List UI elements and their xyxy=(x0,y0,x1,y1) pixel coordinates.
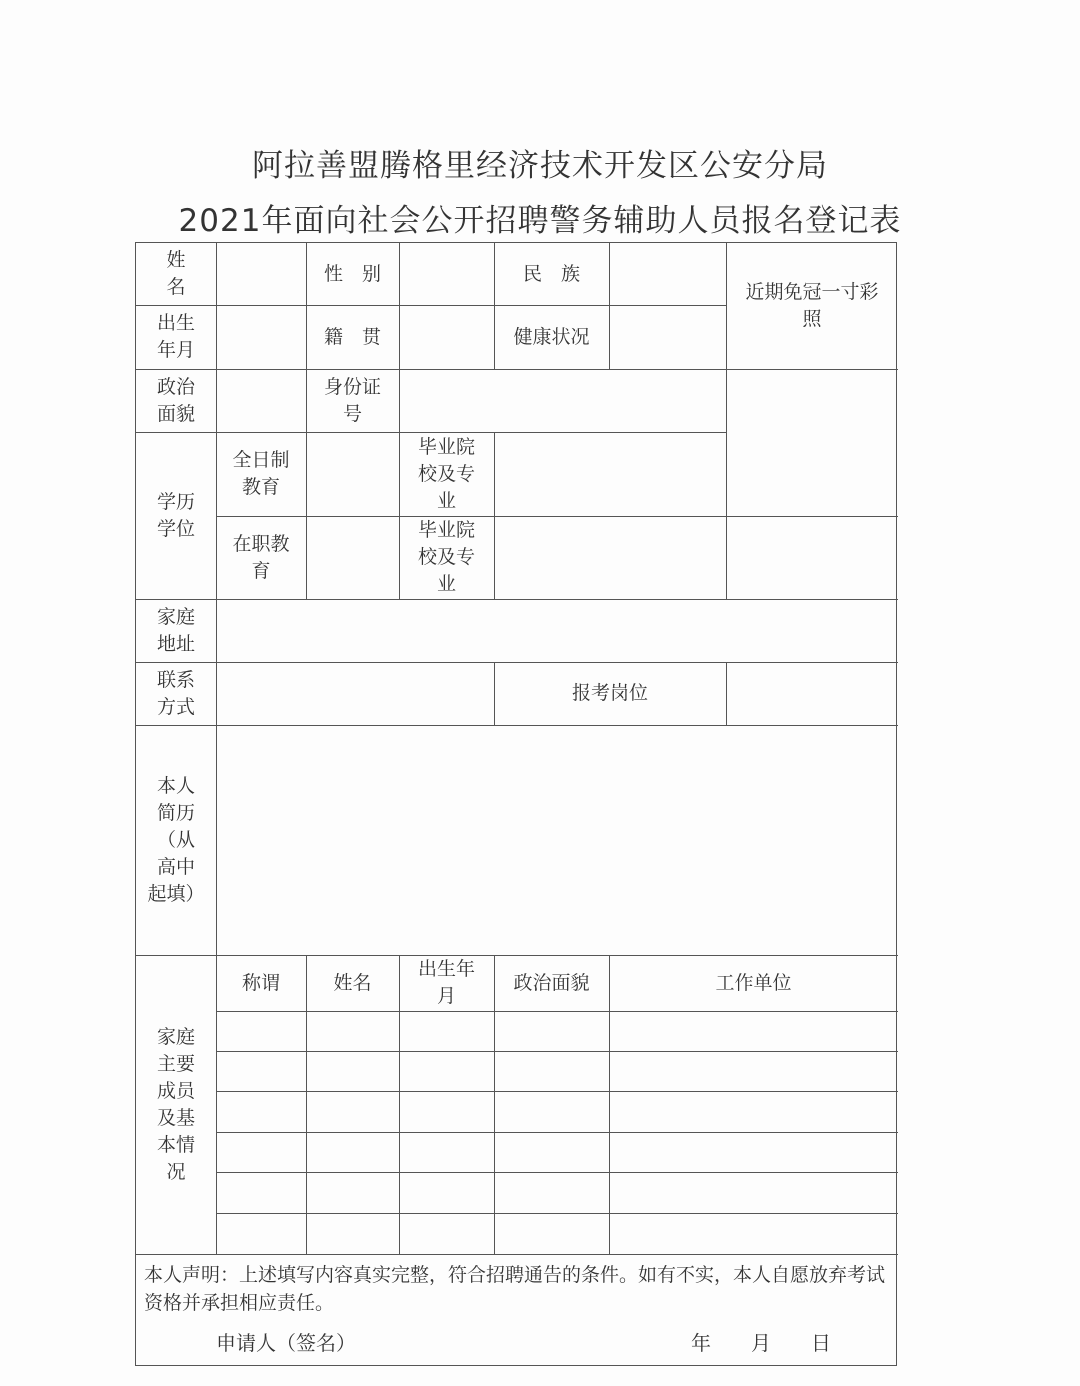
family-members-label: 家庭 主要 成员 及基 本情 况 xyxy=(156,1025,195,1183)
graduated-school-label: 毕业院 校及专 业 xyxy=(417,435,475,512)
graduated-school-field[interactable] xyxy=(494,516,726,599)
gender-label: 性 别 xyxy=(323,262,381,285)
graduated-school-label: 毕业院 校及专 业 xyxy=(417,519,475,595)
education-label: 学历 学位 xyxy=(156,490,195,540)
resume-label: 本人 简历 （从 高中 起填） xyxy=(147,774,205,905)
parttime-education-field[interactable] xyxy=(306,516,399,599)
family-member-row[interactable] xyxy=(216,1213,898,1254)
native-place-field[interactable] xyxy=(399,305,494,369)
family-header-name: 姓名 xyxy=(333,971,372,994)
political-status-field[interactable] xyxy=(216,369,306,432)
position-label: 报考岗位 xyxy=(571,682,648,704)
ethnicity-field[interactable] xyxy=(609,243,726,305)
form-title-line-2: 2021年面向社会公开招聘警务辅助人员报名登记表 xyxy=(178,203,902,239)
family-header-political: 政治面貌 xyxy=(513,971,590,994)
family-member-row[interactable] xyxy=(216,1132,898,1172)
family-member-row[interactable] xyxy=(216,1172,898,1213)
fulltime-education-field[interactable] xyxy=(306,432,399,516)
date-label[interactable]: 年 月 日 xyxy=(691,1331,831,1355)
ethnicity-label: 民 族 xyxy=(522,262,580,285)
home-address-field[interactable] xyxy=(216,599,898,662)
id-number-field[interactable] xyxy=(399,369,726,432)
family-member-row[interactable] xyxy=(216,1051,898,1091)
family-member-row[interactable] xyxy=(216,1091,898,1132)
row-divider xyxy=(136,1254,898,1255)
family-header-birth: 出生年 月 xyxy=(417,958,475,1007)
form-title-line-1: 阿拉善盟腾格里经济技术开发区公安分局 xyxy=(252,148,828,184)
name-label: 姓 名 xyxy=(166,249,186,298)
home-address-label: 家庭 地址 xyxy=(156,605,195,655)
parttime-education-label: 在职教 育 xyxy=(232,532,290,582)
political-status-label: 政治 面貌 xyxy=(156,375,195,425)
family-header-workplace: 工作单位 xyxy=(715,971,792,994)
birth-date-field[interactable] xyxy=(216,305,306,369)
native-place-label: 籍 贯 xyxy=(323,325,381,348)
position-field[interactable] xyxy=(726,662,898,725)
family-member-row[interactable] xyxy=(216,1011,898,1051)
name-field[interactable] xyxy=(216,243,306,305)
applicant-signature-label[interactable]: 申请人（签名） xyxy=(216,1331,356,1355)
birth-date-label: 出生 年月 xyxy=(156,312,195,361)
health-field[interactable] xyxy=(609,305,726,369)
fulltime-education-label: 全日制 教育 xyxy=(232,449,290,498)
graduated-school-field[interactable] xyxy=(494,432,726,516)
photo-box[interactable]: 近期免冠一寸彩照 xyxy=(745,281,879,330)
registration-form-table xyxy=(135,242,897,1366)
health-label: 健康状况 xyxy=(513,325,590,348)
declaration-text: 本人声明：上述填写内容真实完整，符合招聘通告的条件。如有不实，本人自愿放弃考试资格并承担相应责任。 xyxy=(144,1264,886,1314)
gender-field[interactable] xyxy=(399,243,494,305)
contact-label: 联系 方式 xyxy=(156,668,195,718)
contact-field[interactable] xyxy=(216,662,494,725)
family-header-relation: 称谓 xyxy=(241,971,280,994)
resume-field[interactable] xyxy=(216,725,898,955)
id-number-label: 身份证 号 xyxy=(323,375,381,425)
